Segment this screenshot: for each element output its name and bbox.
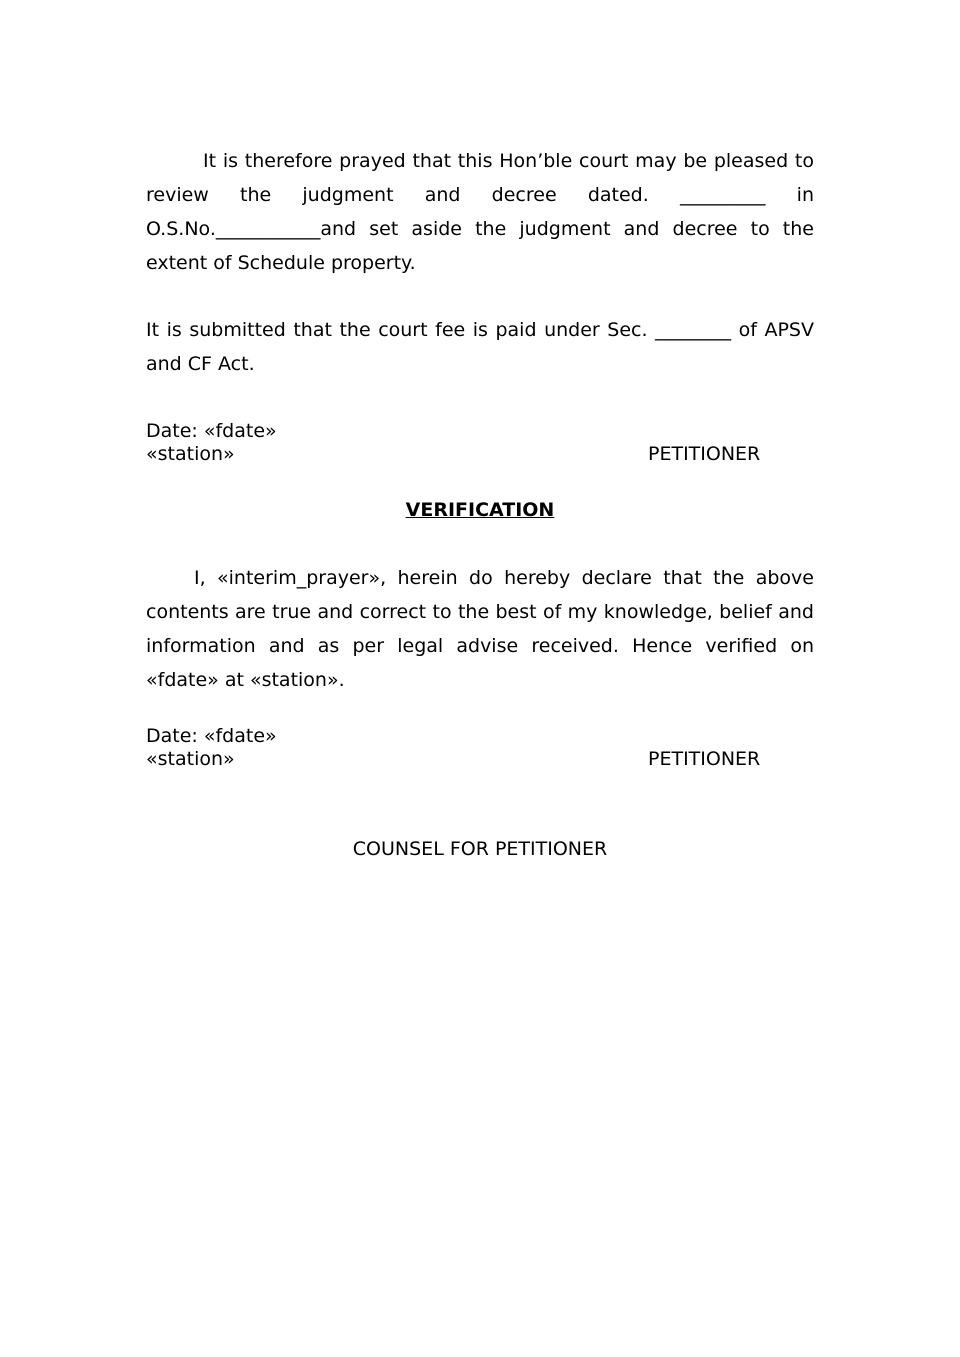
verification-heading: VERIFICATION bbox=[405, 499, 555, 521]
counsel-for-petitioner: COUNSEL FOR PETITIONER bbox=[352, 838, 608, 860]
verification-paragraph: I, «interim_prayer», herein do hereby declare that the above contents are true and correct to the best of my knowledge, belief and information and as per legal advise received. Hence verified on «fdate» at «station». bbox=[146, 567, 814, 691]
signature-station-1: «station» bbox=[146, 443, 235, 465]
petitioner-label-2: PETITIONER bbox=[648, 748, 761, 770]
signature-date-1: Date: «fdate» bbox=[146, 420, 277, 442]
signature-station-2: «station» bbox=[146, 748, 235, 770]
prayer-paragraph: It is therefore prayed that this Hon’ble court may be pleased to review the judgment and decree dated. _________ in O.S.No.___________and set aside the judgment and decree to the extent of Schedule property. bbox=[146, 150, 814, 274]
petitioner-label-1: PETITIONER bbox=[648, 443, 761, 465]
signature-date-2: Date: «fdate» bbox=[146, 725, 277, 747]
court-fee-paragraph: It is submitted that the court fee is paid under Sec. ________ of APSV and CF Act. bbox=[146, 319, 814, 375]
